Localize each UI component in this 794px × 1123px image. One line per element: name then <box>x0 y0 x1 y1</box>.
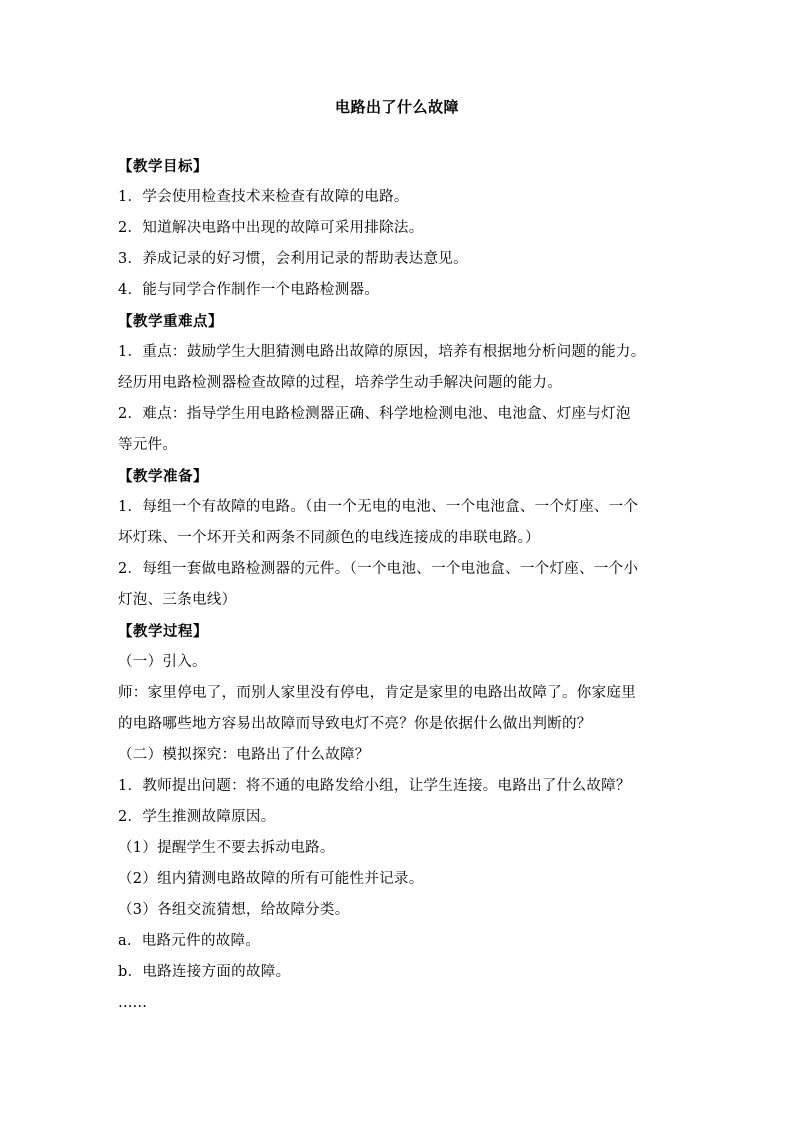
text-line: （二）模拟探究：电路出了什么故障？ <box>118 747 370 763</box>
text-line: 坏灯珠、一个坏开关和两条不同颜色的电线连接成的串联电路。） <box>118 530 540 546</box>
text-line: 2．知道解决电路中出现的故障可采用排除法。 <box>118 220 424 236</box>
text-line: 灯泡、三条电线） <box>118 592 237 608</box>
text-line: （3）各组交流猜想，给故障分类。 <box>118 902 350 918</box>
text-line: 的电路哪些地方容易出故障而导致电灯不亮？你是依据什么做出判断的？ <box>118 716 592 732</box>
text-line: 1．重点：鼓励学生大胆猜测电路出故障的原因，培养有根据地分析问题的能力。 <box>118 344 646 360</box>
text-line: （1）提醒学生不要去拆动电路。 <box>118 840 335 856</box>
text-line: 1．学会使用检查技术来检查有故障的电路。 <box>118 189 409 205</box>
section-heading: 【教学过程】 <box>118 623 208 640</box>
text-line: 经历用电路检测器检查故障的过程，培养学生动手解决问题的能力。 <box>118 375 562 391</box>
text-line: 2．学生推测故障原因。 <box>118 809 276 825</box>
section-heading: 【教学目标】 <box>118 158 208 175</box>
document-body <box>118 151 688 1019</box>
text-line: （2）组内猜测电路故障的所有可能性并记录。 <box>118 871 424 887</box>
section-heading: 【教学重难点】 <box>118 313 223 330</box>
text-line: 3．养成记录的好习惯，会利用记录的帮助表达意见。 <box>118 251 468 267</box>
text-line: b．电路连接方面的故障。 <box>118 964 291 980</box>
text-line: 2．难点：指导学生用电路检测器正确、科学地检测电池、电池盒、灯座与灯泡 <box>118 406 631 422</box>
text-line: 等元件。 <box>118 437 178 453</box>
text-line: 4．能与同学合作制作一个电路检测器。 <box>118 282 380 298</box>
text-line: 1．教师提出问题：将不通的电路发给小组，让学生连接。电路出了什么故障？ <box>118 778 631 794</box>
text-line: 师：家里停电了，而别人家里没有停电，肯定是家里的电路出故障了。你家庭里 <box>118 685 636 701</box>
text-line: 1．每组一个有故障的电路。（由一个无电的电池、一个电池盒、一个灯座、一个 <box>118 499 639 515</box>
text-line: （一）引入。 <box>118 654 207 670</box>
text-line: …… <box>118 995 147 1011</box>
section-heading: 【教学准备】 <box>118 468 208 485</box>
text-line: a．电路元件的故障。 <box>118 933 261 949</box>
text-line: 2．每组一套做电路检测器的元件。（一个电池、一个电池盒、一个灯座、一个小 <box>118 561 639 577</box>
page-title: 电路出了什么故障 <box>334 98 459 116</box>
